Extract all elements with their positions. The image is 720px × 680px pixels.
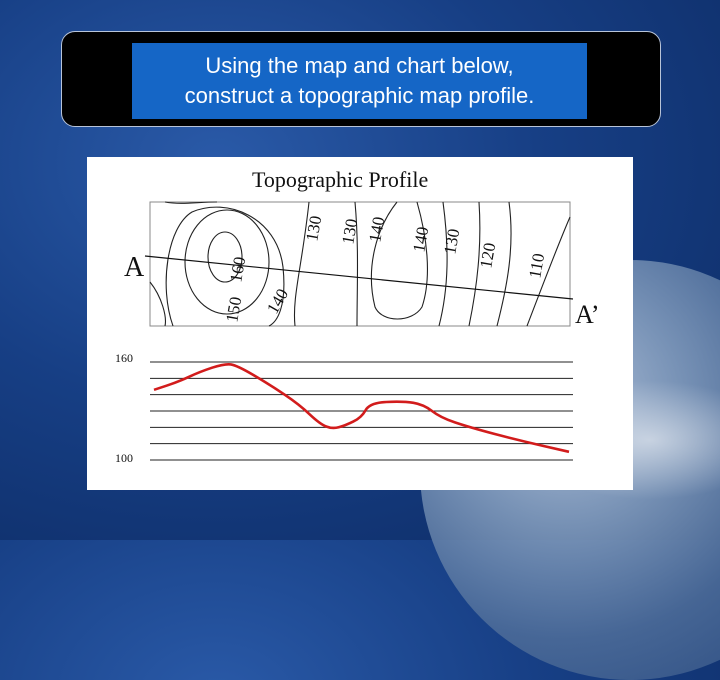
contour-label-160: 160 bbox=[226, 255, 250, 284]
elevation-profile-line bbox=[154, 364, 569, 452]
profile-line-a-a-prime bbox=[145, 256, 573, 299]
contour-110 bbox=[497, 202, 511, 326]
chart-y-label-top: 160 bbox=[115, 351, 133, 365]
contour-label-140-b: 140 bbox=[409, 225, 433, 254]
figure-heading: Topographic Profile bbox=[252, 167, 429, 192]
chart-y-label-bottom: 100 bbox=[115, 451, 133, 465]
contour-label-150: 150 bbox=[222, 295, 246, 324]
point-a-label: A bbox=[124, 252, 145, 283]
contour-label-130-c: 130 bbox=[440, 227, 464, 256]
chart-gridlines bbox=[150, 362, 573, 460]
point-a-prime-label: A’ bbox=[575, 300, 600, 329]
topographic-figure bbox=[87, 157, 633, 490]
contour-130-c bbox=[439, 202, 447, 326]
contour-label-140-c: 140 bbox=[263, 285, 293, 317]
slide-title-line-2: construct a topographic map profile. bbox=[184, 83, 535, 108]
contour-label-130-b: 130 bbox=[338, 217, 362, 246]
contour-label-110: 110 bbox=[525, 251, 549, 280]
slide-title bbox=[132, 43, 587, 119]
slide-title-line-1: Using the map and chart below, bbox=[205, 53, 514, 78]
figure-canvas bbox=[87, 157, 633, 490]
profile-chart bbox=[115, 351, 573, 465]
contour-label-140-a: 140 bbox=[365, 215, 389, 244]
contour-label-120: 120 bbox=[476, 241, 500, 270]
contour-label-130-a: 130 bbox=[302, 214, 326, 243]
